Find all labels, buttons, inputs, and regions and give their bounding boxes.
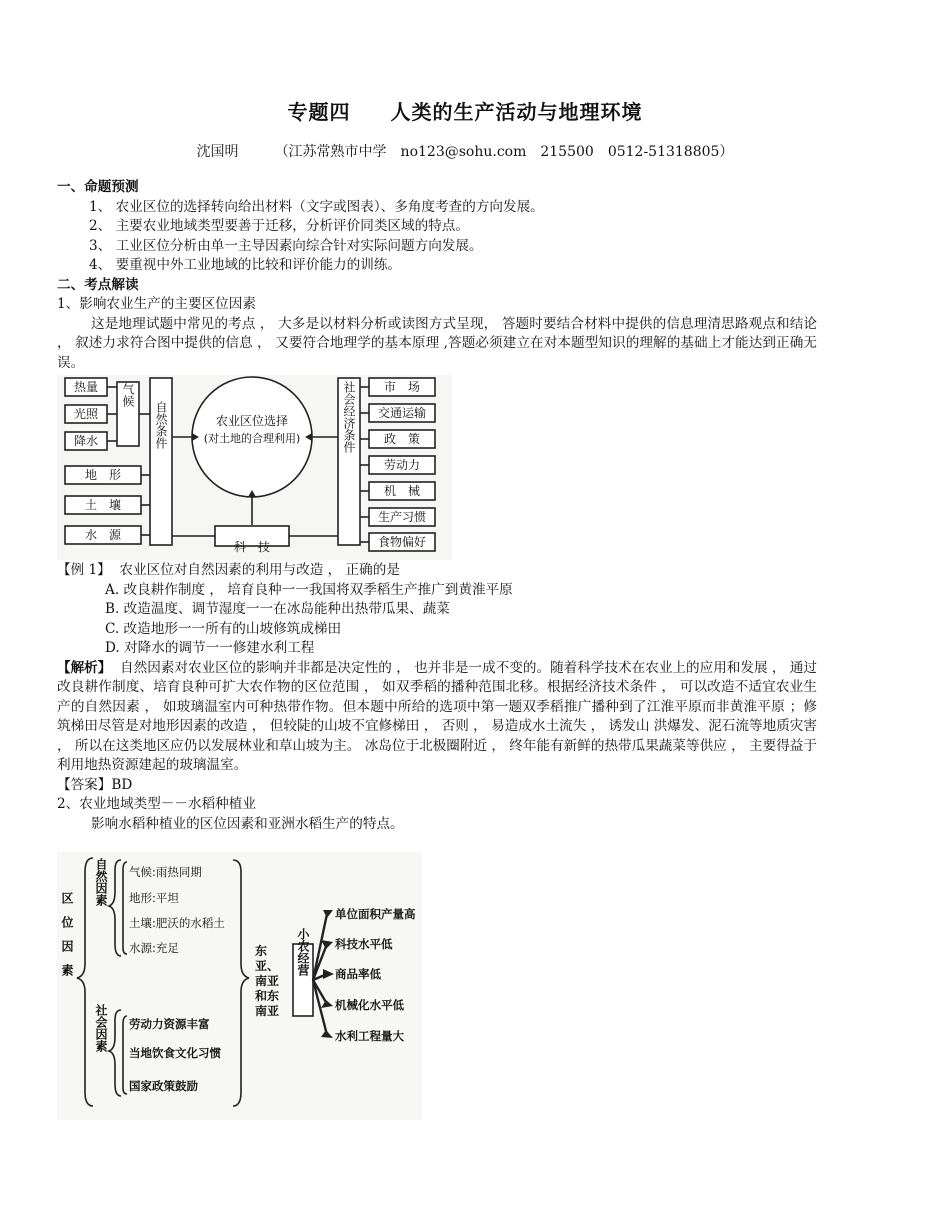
page-title: [0, 96, 930, 125]
climate-label: 气候: [121, 383, 135, 407]
answer-line: 【答案】BD: [57, 776, 133, 793]
center-line2: (对土地的合理利用): [203, 432, 301, 445]
feature-tech: 科技水平低: [335, 937, 393, 951]
center-line1: 农业区位选择: [215, 414, 289, 428]
topic-number: 专题四: [287, 100, 351, 124]
factor-food: 食物偏好: [377, 535, 427, 549]
factor-transport: 交通运输: [377, 406, 427, 420]
factor-water: 水 源: [84, 528, 122, 542]
point1-paragraph: 这是地理试题中常见的考点 ， 大多是以材料分析或读图方式呈现， 答题时要结合材料中提供的信息理清思路观点和结论 ， 叙述力求符合图中提供的信息 ， 又要符合地理学的基本原理 ,答题必须建立在对本题型知识的理解的基础上才能达到正确无误。: [57, 315, 817, 371]
factor-market: 市 场: [383, 380, 421, 394]
analysis-label: 【解析】: [57, 659, 112, 676]
region-label: 东亚、南亚和东南亚: [255, 944, 280, 1018]
social-item-policy: 国家政策鼓励: [129, 1079, 198, 1093]
factor-soil: 土 壤: [84, 498, 122, 512]
social-item-labor: 劳动力资源丰富: [129, 1017, 210, 1031]
social-factor-label: 社会因素: [94, 1004, 108, 1052]
document-body: [57, 178, 817, 1120]
feature-irrigation: 水利工程量大: [335, 1029, 404, 1043]
option-a: A. 改良耕作制度 ， 培育良种一一我国将双季稻生产推广到黄淮平原: [105, 581, 513, 598]
rice-farming-diagram: [57, 852, 422, 1120]
social-label: 社会经济条件: [342, 381, 356, 453]
factor-rain: 降水: [73, 434, 99, 448]
agri-location-diagram-svg: [57, 375, 452, 560]
author-name: 沈国明: [196, 144, 239, 160]
factor-machinery: 机 械: [383, 484, 421, 498]
factor-heat: 热量: [73, 380, 99, 394]
natural-item-soil: 土壤:肥沃的水稻土: [129, 916, 225, 930]
rice-farming-diagram-svg: [57, 852, 422, 1120]
point2-paragraph: 影响水稻种植业的区位因素和亚洲水稻生产的特点。: [91, 815, 404, 832]
prediction-item: 4、 要重视中外工业地域的比较和评价能力的训练。: [89, 257, 402, 273]
prediction-item: 2、 主要农业地域类型要善于迁移，分析评价同类区域的特点。: [89, 218, 469, 234]
factor-habit: 生产习惯: [377, 510, 427, 524]
point1-title: 1、影响农业生产的主要区位因素: [57, 296, 256, 312]
feature-commodity: 商品率低: [335, 967, 381, 981]
natural-item-climate: 气候:雨热同期: [129, 865, 202, 879]
agri-location-diagram: [57, 375, 452, 560]
section1-heading: 一、命题预测: [57, 179, 139, 195]
factor-policy: 政 策: [383, 432, 421, 446]
point2-title: 2、农业地域类型－－水稻种植业: [57, 796, 256, 812]
analysis-text: 自然因素对农业区位的影响并非都是决定性的 ， 也并非是一成不变的。随着科学技术在农业上的应用和发展 ， 通过改良耕作制度、培育良种可扩大农作物的区位范围 ， 如双季稻的播种范围北移。根据经济技术条件 ， 可以改造不适宜农业生产的自然因素 ， 如玻璃温室内可种热带作物。但本题中所给的选项中第一题双季稻推广播种到了江淮平原而非黄淮平原 ；修筑梯田尽管是对地形因素的改造 ， 但较陡的山坡不宜修梯田 ， 否则 ， 易造成水土流失 ， 诱发山 洪爆发、泥石流等地质灾害 ， 所以在这类地区应仍以发展林业和草山坡为主。 冰岛位于北极圈附近 ， 终年能有新鲜的热带瓜果蔬菜等供应 ， 主要得益于利用地热资源建起的玻璃温室。: [57, 659, 817, 773]
author-affiliation: （江苏常熟市中学 no123@sohu.com 215500 0512-51318805）: [274, 144, 734, 160]
region-label-box: [255, 944, 285, 1054]
author-line: [0, 141, 930, 161]
prediction-item: 1、 农业区位的选择转向给出材料（文字或图表）、多角度考查的方向发展。: [89, 198, 544, 215]
tech-label: 科 技: [233, 540, 271, 554]
social-item-diet: 当地饮食文化习惯: [129, 1046, 221, 1060]
option-c: C. 改造地形一一所有的山坡修筑成梯田: [105, 620, 342, 637]
example-label: 【例 1】: [57, 562, 111, 578]
option-b: B. 改造温度、调节湿度一一在冰岛能种出热带瓜果、蔬菜: [105, 601, 450, 617]
analysis-paragraph: [57, 659, 817, 776]
example-stem: 农业区位对自然因素的利用与改造 ， 正确的是: [119, 562, 400, 578]
natural-label: 自然条件: [154, 401, 168, 449]
root-label: 区位因素: [60, 892, 74, 988]
section2-heading: 二、考点解读: [57, 276, 139, 293]
natural-item-water: 水源:充足: [129, 941, 179, 955]
prediction-item: 3、 工业区位分析由单一主导因素向综合针对实际问题方向发展。: [89, 237, 483, 254]
natural-item-terrain: 地形:平坦: [129, 891, 179, 905]
factor-terrain: 地 形: [84, 468, 122, 482]
factor-labor: 劳动力: [383, 458, 421, 472]
feature-yield: 单位面积产量高: [335, 907, 416, 921]
option-d: D. 对降水的调节一一修建水利工程: [105, 640, 315, 656]
small-farm-label: 小农经营: [296, 928, 310, 976]
feature-mechanization: 机械化水平低: [335, 998, 404, 1012]
natural-factor-label: 自然因素: [94, 858, 108, 906]
example-question: [57, 561, 817, 581]
factor-light: 光照: [73, 407, 99, 421]
topic-name: 人类的生产活动与地理环境: [390, 100, 643, 124]
